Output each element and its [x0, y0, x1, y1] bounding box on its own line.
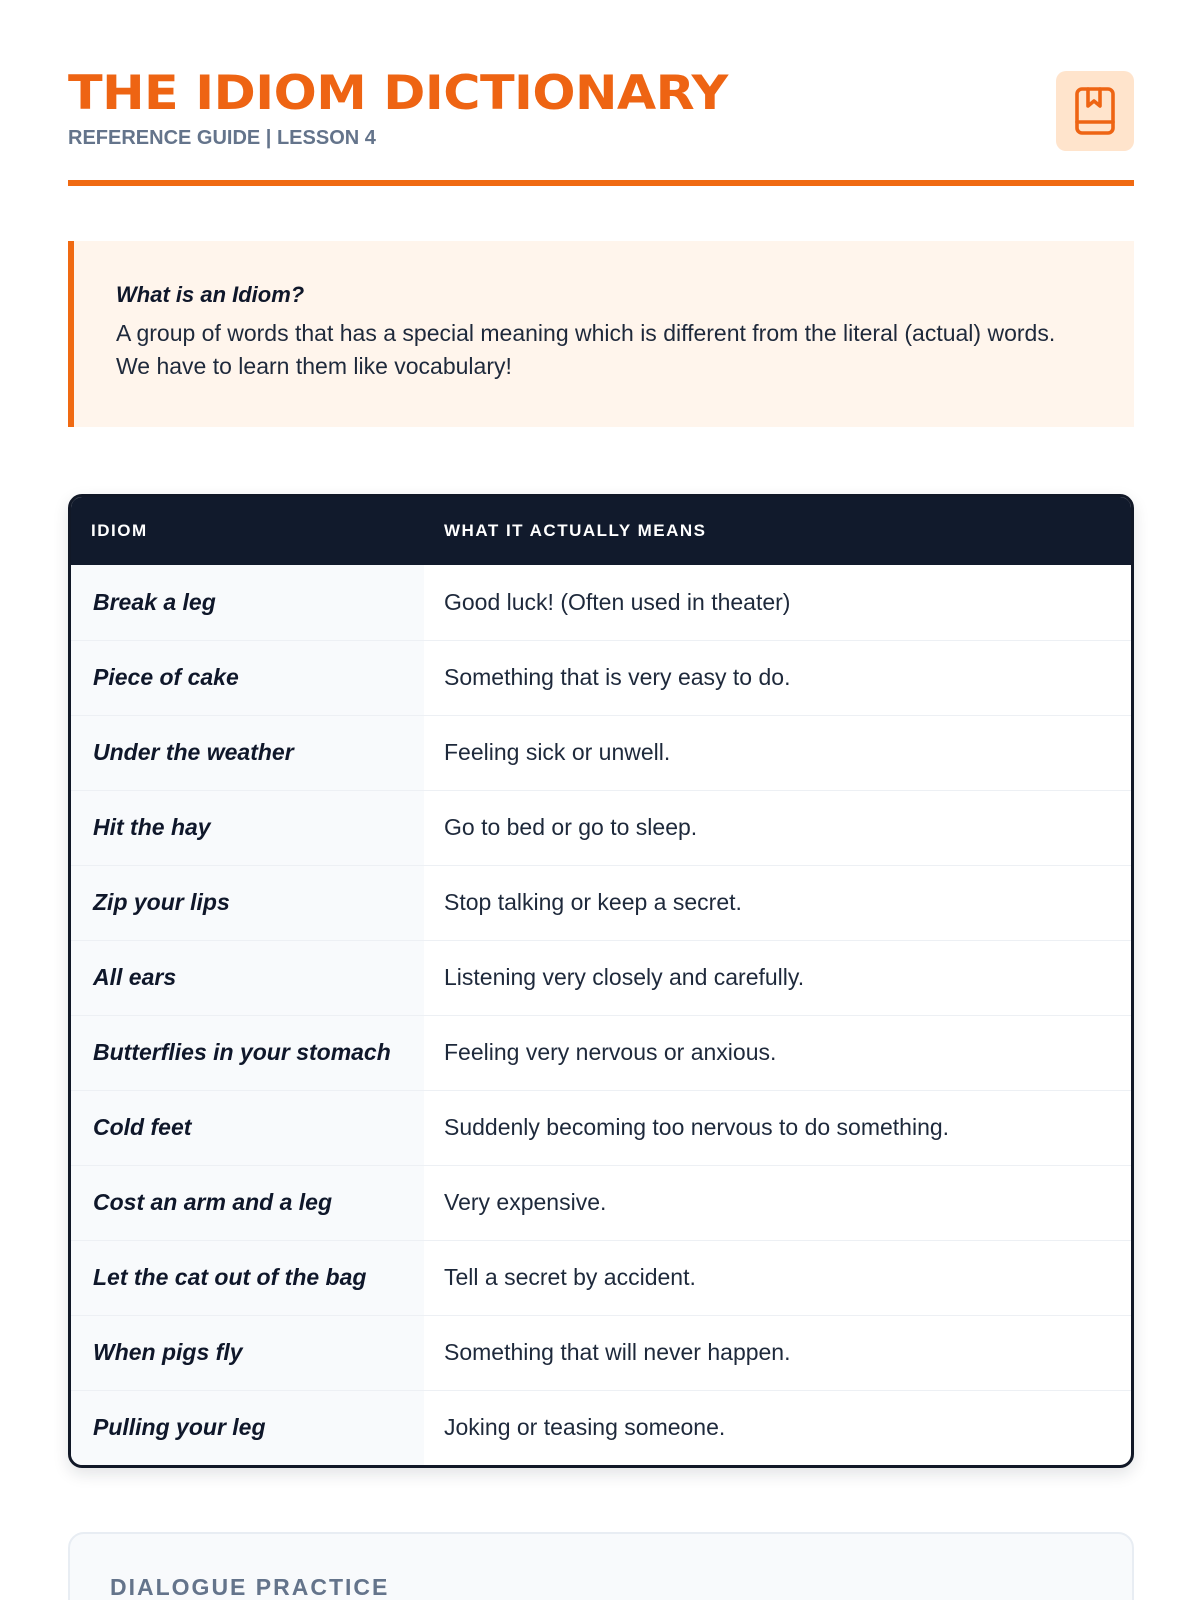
meaning-cell: Good luck! (Often used in theater) [444, 588, 791, 615]
table-row [71, 1315, 1131, 1390]
callout-body: A group of words that has a special meaning which is different from the literal (actual) words. We have to learn them like vocabulary! [116, 320, 1056, 379]
meaning-cell: Suddenly becoming too nervous to do something. [424, 1090, 1131, 1165]
dialogue-practice-section [68, 1532, 1134, 1600]
table-row [71, 790, 1131, 865]
meaning-cell: Feeling very nervous or anxious. [424, 1015, 1131, 1090]
meaning-cell: Go to bed or go to sleep. [424, 790, 1131, 865]
idiom-cell: Under the weather [71, 715, 424, 790]
column-header-idiom: IDIOM [71, 497, 424, 565]
book-badge [1056, 71, 1134, 151]
callout-title: What is an Idiom? [116, 282, 305, 307]
idiom-table [68, 494, 1134, 1468]
idiom-cell: Hit the hay [71, 790, 424, 865]
table-row [71, 1240, 1131, 1315]
table-row [71, 640, 1131, 715]
table-row [71, 1090, 1131, 1165]
idiom-cell: Pulling your leg [71, 1390, 424, 1465]
idiom-cell: Let the cat out of the bag [71, 1240, 424, 1315]
table-row [71, 940, 1131, 1015]
idiom-cell: Cost an arm and a leg [71, 1165, 424, 1240]
idiom-cell: When pigs fly [71, 1315, 424, 1390]
idiom-cell: Piece of cake [71, 640, 424, 715]
book-bookmark-icon [1073, 86, 1117, 136]
idiom-cell: Zip your lips [71, 865, 424, 940]
table-row [71, 715, 1131, 790]
meaning-cell: Tell a secret by accident. [424, 1240, 1131, 1315]
table-row [71, 1165, 1131, 1240]
idiom-cell: Butterflies in your stomach [71, 1015, 424, 1090]
idiom-cell: Break a leg [71, 565, 424, 640]
column-header-meaning: WHAT IT ACTUALLY MEANS [424, 497, 1131, 565]
meaning-cell: Something that is very easy to do. [424, 640, 1131, 715]
meaning-cell: Feeling sick or unwell. [424, 715, 1131, 790]
table-row [71, 1015, 1131, 1090]
idiom-definition-callout [68, 241, 1134, 427]
header [68, 0, 1134, 186]
meaning-cell: Very expensive. [424, 1165, 1131, 1240]
meaning-cell: Stop talking or keep a secret. [424, 865, 1131, 940]
table-row [71, 1390, 1131, 1465]
page-title: THE IDIOM DICTIONARY [68, 66, 728, 121]
table-row [71, 865, 1131, 940]
table-header-row [71, 497, 1131, 565]
idiom-cell: All ears [71, 940, 424, 1015]
page [68, 0, 1134, 1600]
page-subtitle: REFERENCE GUIDE | LESSON 4 [68, 127, 376, 149]
meaning-cell: Something that will never happen. [424, 1315, 1131, 1390]
idiom-cell: Cold feet [71, 1090, 424, 1165]
meaning-cell: Joking or teasing someone. [424, 1390, 1131, 1465]
dialogue-practice-title: DIALOGUE PRACTICE [110, 1574, 390, 1600]
meaning-cell: Listening very closely and carefully. [424, 940, 1131, 1015]
table-row [71, 565, 1131, 640]
